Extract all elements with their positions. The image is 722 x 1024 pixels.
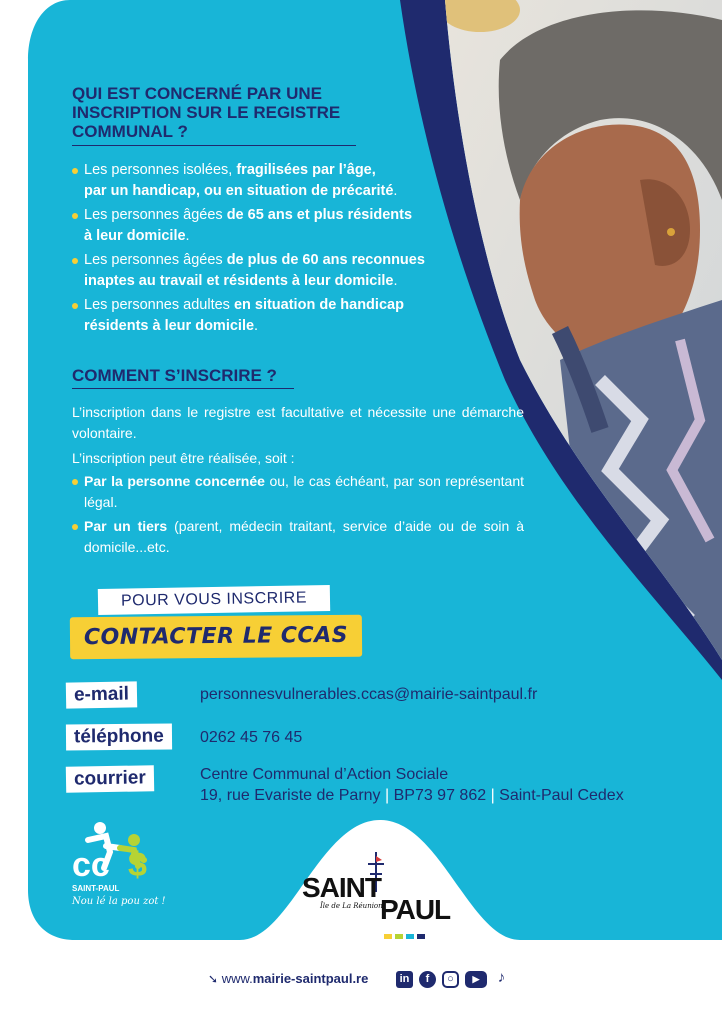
section1-title-line3: COMMUNAL ? — [72, 122, 188, 141]
phone-label: téléphone — [66, 724, 172, 751]
footer — [0, 960, 722, 1000]
saintpaul-logo — [300, 852, 460, 934]
saintpaul-sub: Île de La Réunion — [320, 902, 383, 910]
mail-line2: 19, rue Evariste de Parny | BP73 97 862 | Saint-Paul Cedex — [200, 787, 624, 804]
cta-line2-text: CONTACTER LE CCAS — [83, 622, 349, 651]
social-icons — [396, 969, 510, 988]
phone-value[interactable]: 0262 45 76 45 — [200, 729, 303, 746]
section2-paragraph2: L’inscription peut être réalisée, soit : — [72, 450, 295, 466]
section1-list — [70, 160, 490, 340]
website-link[interactable]: ➘ www.mairie-saintpaul.re — [208, 971, 369, 986]
mail-label: courrier — [66, 765, 154, 793]
list-item: Par un tiers (parent, médecin traitant, service d’aide ou de soin à domicile...etc. — [70, 516, 524, 558]
section1-title — [72, 84, 372, 141]
cursor-icon: ➘ — [208, 972, 219, 986]
list-item: Par la personne concernée ou, le cas échéant, par son représentant légal. — [70, 471, 524, 513]
cta-line1-banner — [98, 585, 330, 615]
cta-line1-text: POUR VOUS INSCRIRE — [120, 589, 308, 610]
saintpaul-paul: PAUL — [380, 894, 451, 925]
section2-title: COMMENT S’INSCRIRE ? — [72, 366, 277, 385]
list-item: Les personnes âgées de plus de 60 ans reconnues inaptes au travail et résidents à leur domicile. — [70, 250, 490, 292]
list-item: Les personnes âgées de 65 ans et plus résidents à leur domicile. — [70, 205, 490, 247]
cta-line2-banner — [70, 615, 362, 660]
list-item: Les personnes adultes en situation de handicap résidents à leur domicile. — [70, 295, 490, 337]
facebook-icon[interactable]: f — [419, 971, 436, 988]
email-value[interactable]: personnesvulnerables.ccas@mairie-saintpaul.fr — [200, 686, 538, 703]
saintpaul-dots — [384, 926, 438, 932]
section1-rule — [72, 145, 356, 146]
ccas-logo — [58, 818, 178, 918]
ccas-slogan: Nou lé la pou zot ! — [72, 896, 166, 907]
section1-title-line2: INSCRIPTION SUR LE REGISTRE — [72, 103, 341, 122]
section2-paragraph1: L’inscription dans le registre est facultative et nécessite une démarche volontaire. — [72, 404, 524, 441]
section1-title-line1: QUI EST CONCERNÉ PAR UNE — [72, 84, 322, 103]
ccas-letters: cc — [72, 846, 110, 884]
saintpaul-saint: SAINT — [302, 872, 382, 903]
youtube-icon[interactable]: ▶ — [465, 971, 487, 988]
ccas-s-icon: $ — [128, 846, 147, 884]
tiktok-icon[interactable]: ♪ — [497, 969, 506, 986]
section2-list — [70, 471, 524, 561]
linkedin-icon[interactable]: in — [396, 971, 413, 988]
email-label: e-mail — [66, 681, 137, 708]
mail-line1: Centre Communal d’Action Sociale — [200, 766, 449, 783]
list-item: Les personnes isolées, fragilisées par l’âge, par un handicap, ou en situation de précarité. — [70, 160, 490, 202]
section2-rule — [72, 388, 294, 389]
instagram-icon[interactable]: ○ — [442, 971, 459, 988]
ccas-sub: SAINT-PAUL — [72, 884, 120, 893]
